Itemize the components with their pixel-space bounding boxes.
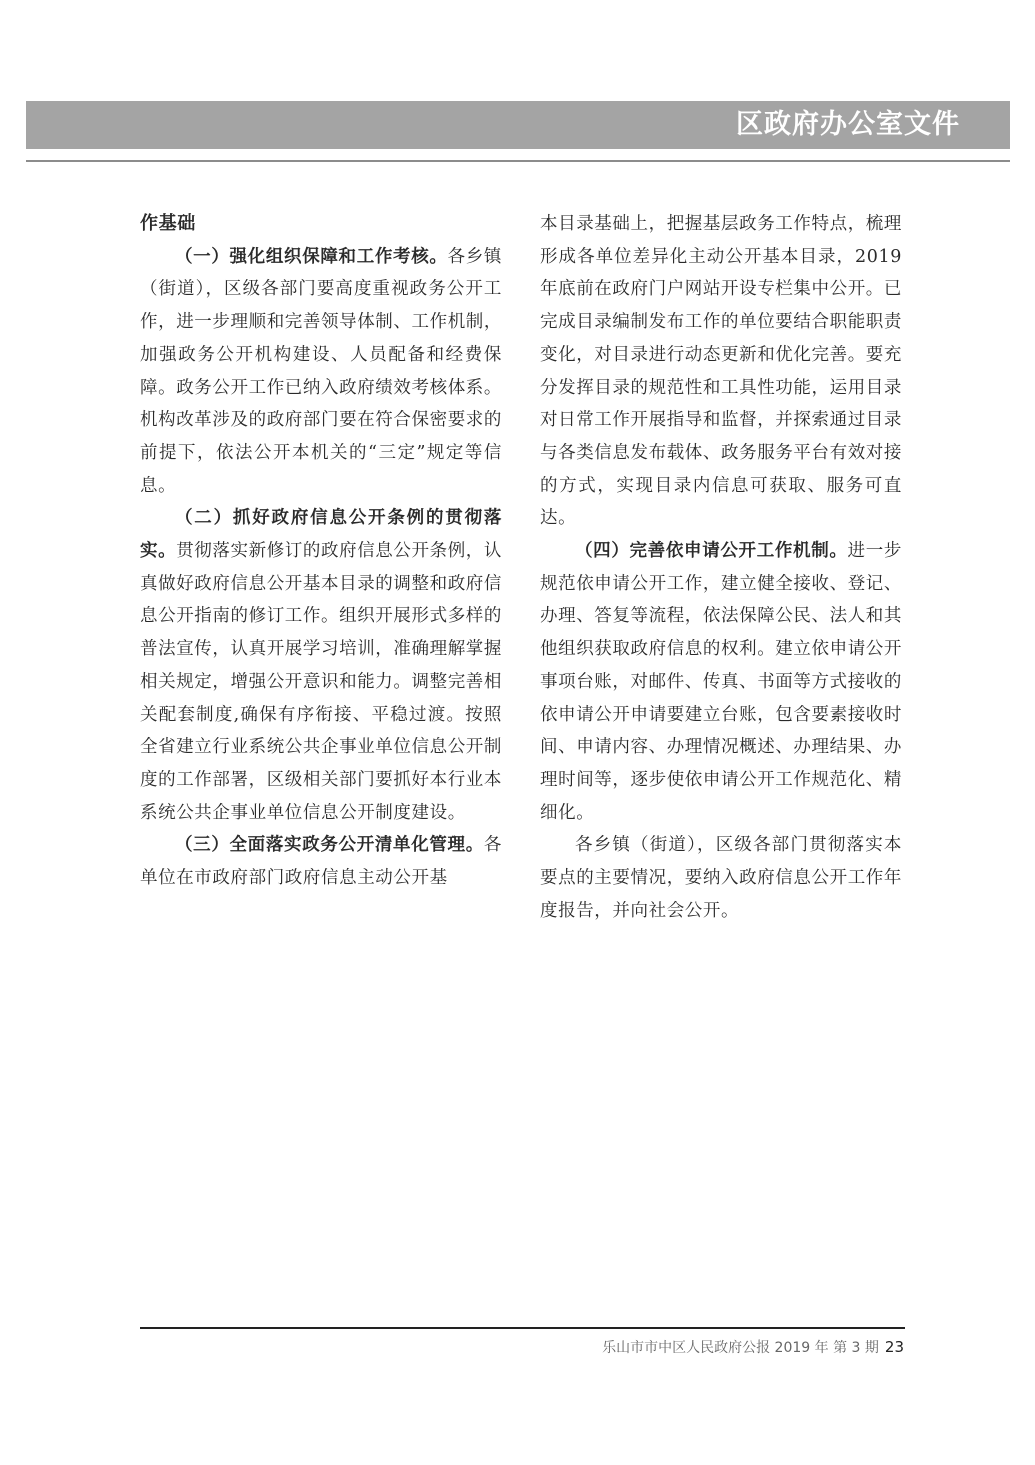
paragraph-3-body: 各单位在市政府部门政府信息主动公开基 <box>140 835 502 889</box>
publication-info: 乐山市市中区人民政府公报 2019 年 第 3 期 <box>602 1340 879 1356</box>
paragraph-2-lead: （二）抓好政府信息公开条例的贯彻落实。 <box>140 508 502 562</box>
page-number: 23 <box>884 1338 904 1356</box>
paragraph-3-lead: （三）全面落实政务公开清单化管理。 <box>175 835 484 856</box>
paragraph-2 <box>140 502 502 829</box>
paragraph-1 <box>140 241 502 503</box>
paragraph-4-lead: （四）完善依申请公开工作机制。 <box>575 541 848 562</box>
paragraph-1-body: 各乡镇（街道），区级各部门要高度重视政务公开工作，进一步理顺和完善领导体制、工作机制，加强政务公开机构建设、人员配备和经费保障。政务公开工作已纳入政府绩效考核体系。机构改革涉及的政府部门要在符合保密要求的前提下，依法公开本机关的“三定”规定等信息。 <box>140 246 502 496</box>
footer-divider <box>140 1327 905 1329</box>
paragraph-3 <box>140 829 502 894</box>
paragraph-5: 各乡镇（街道），区级各部门贯彻落实本要点的主要情况，要纳入政府信息公开工作年度报告，并向社会公开。 <box>540 835 902 921</box>
footer <box>602 1336 904 1359</box>
left-column <box>140 208 502 895</box>
paragraph-2-body: 贯彻落实新修订的政府信息公开条例，认真做好政府信息公开基本目录的调整和政府信息公开指南的修订工作。组织开展形式多样的普法宣传，认真开展学习培训，准确理解掌握相关规定，增强公开意识和能力。调整完善相关配套制度,确保有序衔接、平稳过渡。按照全省建立行业系统公共企事业单位信息公开制度的工作部署，区级相关部门要抓好本行业本系统公共企事业单位信息公开制度建设。 <box>140 541 503 823</box>
paragraph-4 <box>540 535 902 829</box>
paragraph-4-body: 进一步规范依申请公开工作，建立健全接收、登记、办理、答复等流程，依法保障公民、法人和其他组织获取政府信息的权利。建立依申请公开事项台账，对邮件、传真、书面等方式接收的依申请公开申请要建立台账，包含要素接收时间、申请内容、办理情况概述、办理结果、办理时间等，逐步使依申请公开工作规范化、精细化。 <box>540 541 902 823</box>
right-column <box>540 208 902 927</box>
section-title: 区政府办公室文件 <box>736 109 960 140</box>
section-subhead: 作基础 <box>140 213 196 234</box>
header-band <box>26 101 1010 149</box>
paragraph-1-lead: （一）强化组织保障和工作考核。 <box>175 246 448 267</box>
header-divider <box>26 160 1010 162</box>
paragraph-3-continued: 本目录基础上，把握基层政务工作特点，梳理形成各单位差异化主动公开基本目录，2019年底前在政府门户网站开设专栏集中公开。已完成目录编制发布工作的单位要结合职能职责变化，对目录进行动态更新和优化完善。要充分发挥目录的规范性和工具性功能，运用目录对日常工作开展指导和监督，并探索通过目录与各类信息发布载体、政务服务平台有效对接的方式，实现目录内信息可获取、服务可直达。 <box>540 214 902 529</box>
